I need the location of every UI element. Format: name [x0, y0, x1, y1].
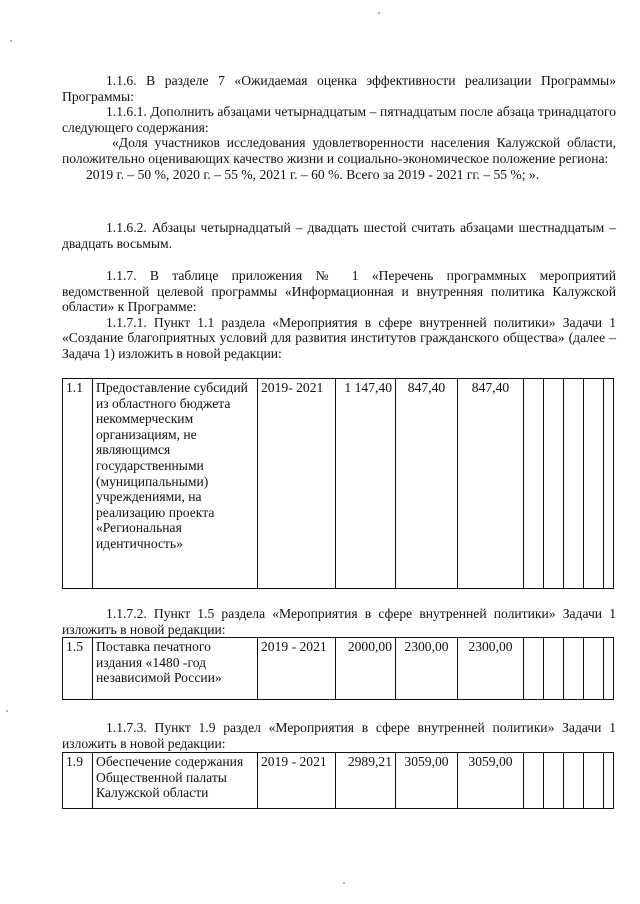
empty-cell — [564, 753, 584, 809]
empty-cell — [604, 379, 614, 589]
scan-speck — [378, 12, 380, 14]
item-period: 2019- 2021 — [258, 379, 336, 589]
section-1-1-6-2 — [62, 220, 616, 251]
table-row — [63, 638, 614, 700]
section-1-1-7-2 — [62, 606, 616, 637]
empty-cell — [524, 753, 544, 809]
paragraph-quote-intro: «Доля участников исследования удовлетворенности населения Калужской области, положительно оценивающих качество жизни и социально-экономическое положение региона: — [62, 135, 616, 166]
item-number: 1.9 — [63, 753, 93, 809]
paragraph-1-1-7-1: 1.1.7.1. Пункт 1.1 раздела «Мероприятия в сфере внутренней политики» Задачи 1 «Создание благоприятных условий для развития институтов гражданского общества» (далее – Задача 1) изложить в новой редакции: — [62, 314, 616, 361]
scan-speck — [10, 40, 12, 42]
table-row — [63, 379, 614, 589]
item-value-2: 2300,00 — [396, 638, 458, 700]
paragraph-1-1-7: 1.1.7. В таблице приложения № 1 «Перечень программных мероприятий ведомственной целевой программы «Информационная и внутренняя политика Калужской области» к Программе: — [62, 268, 616, 315]
paragraph-1-1-6-1: 1.1.6.1. Дополнить абзацами четырнадцатым – пятнадцатым после абзаца тринадцатого следующего содержания: — [62, 104, 616, 135]
item-period: 2019 - 2021 — [258, 638, 336, 700]
paragraph-1-1-6: 1.1.6. В разделе 7 «Ожидаемая оценка эффективности реализации Программы» Программы: — [62, 73, 616, 104]
item-value-2: 3059,00 — [396, 753, 458, 809]
section-7-heading — [62, 73, 616, 182]
empty-cell — [604, 753, 614, 809]
empty-cell — [524, 379, 544, 589]
paragraph-percent-values: 2019 г. – 50 %, 2020 г. – 55 %, 2021 г. – 60 %. Всего за 2019 - 2021 гг. – 55 %; ». — [86, 166, 540, 182]
empty-cell — [544, 638, 564, 700]
scan-speck — [6, 710, 8, 712]
paragraph-1-1-7-3: 1.1.7.3. Пункт 1.9 раздел «Мероприятия в сфере внутренней политики» Задачи 1 изложить в новой редакции: — [62, 720, 616, 751]
empty-cell — [584, 638, 604, 700]
empty-cell — [564, 638, 584, 700]
item-total: 2000,00 — [336, 638, 396, 700]
item-name: Обеспечение содержания Общественной палаты Калужской области — [93, 753, 258, 809]
item-value-3: 3059,00 — [458, 753, 524, 809]
scan-speck — [343, 882, 345, 884]
item-value-2: 847,40 — [396, 379, 458, 589]
empty-cell — [584, 753, 604, 809]
empty-cell — [584, 379, 604, 589]
table-item-1-9 — [62, 752, 614, 809]
section-1-1-7 — [62, 268, 616, 362]
section-1-1-7-3 — [62, 720, 616, 751]
item-period: 2019 - 2021 — [258, 753, 336, 809]
empty-cell — [524, 638, 544, 700]
item-total: 2989,21 — [336, 753, 396, 809]
empty-cell — [604, 638, 614, 700]
table-item-1-1 — [62, 378, 614, 589]
item-number: 1.1 — [63, 379, 93, 589]
paragraph-1-1-6-2: 1.1.6.2. Абзацы четырнадцатый – двадцать шестой считать абзацами шестнадцатым – двадцать восьмым. — [62, 220, 616, 251]
item-value-3: 2300,00 — [458, 638, 524, 700]
empty-cell — [544, 379, 564, 589]
item-name: Поставка печатного издания «1480 -год независимой России» — [93, 638, 258, 700]
paragraph-1-1-7-2: 1.1.7.2. Пункт 1.5 раздела «Мероприятия в сфере внутренней политики» Задачи 1 изложить в новой редакции: — [62, 606, 616, 637]
item-value-3: 847,40 — [458, 379, 524, 589]
table-item-1-5 — [62, 637, 614, 700]
item-name: Предоставление субсидий из областного бюджета некоммерческим организациям, не являющимся государственными (муниципальными) учреждениями, на реализацию проекта «Региональная идентичность» — [93, 379, 258, 589]
item-total: 1 147,40 — [336, 379, 396, 589]
empty-cell — [564, 379, 584, 589]
empty-cell — [544, 753, 564, 809]
item-number: 1.5 — [63, 638, 93, 700]
table-row — [63, 753, 614, 809]
